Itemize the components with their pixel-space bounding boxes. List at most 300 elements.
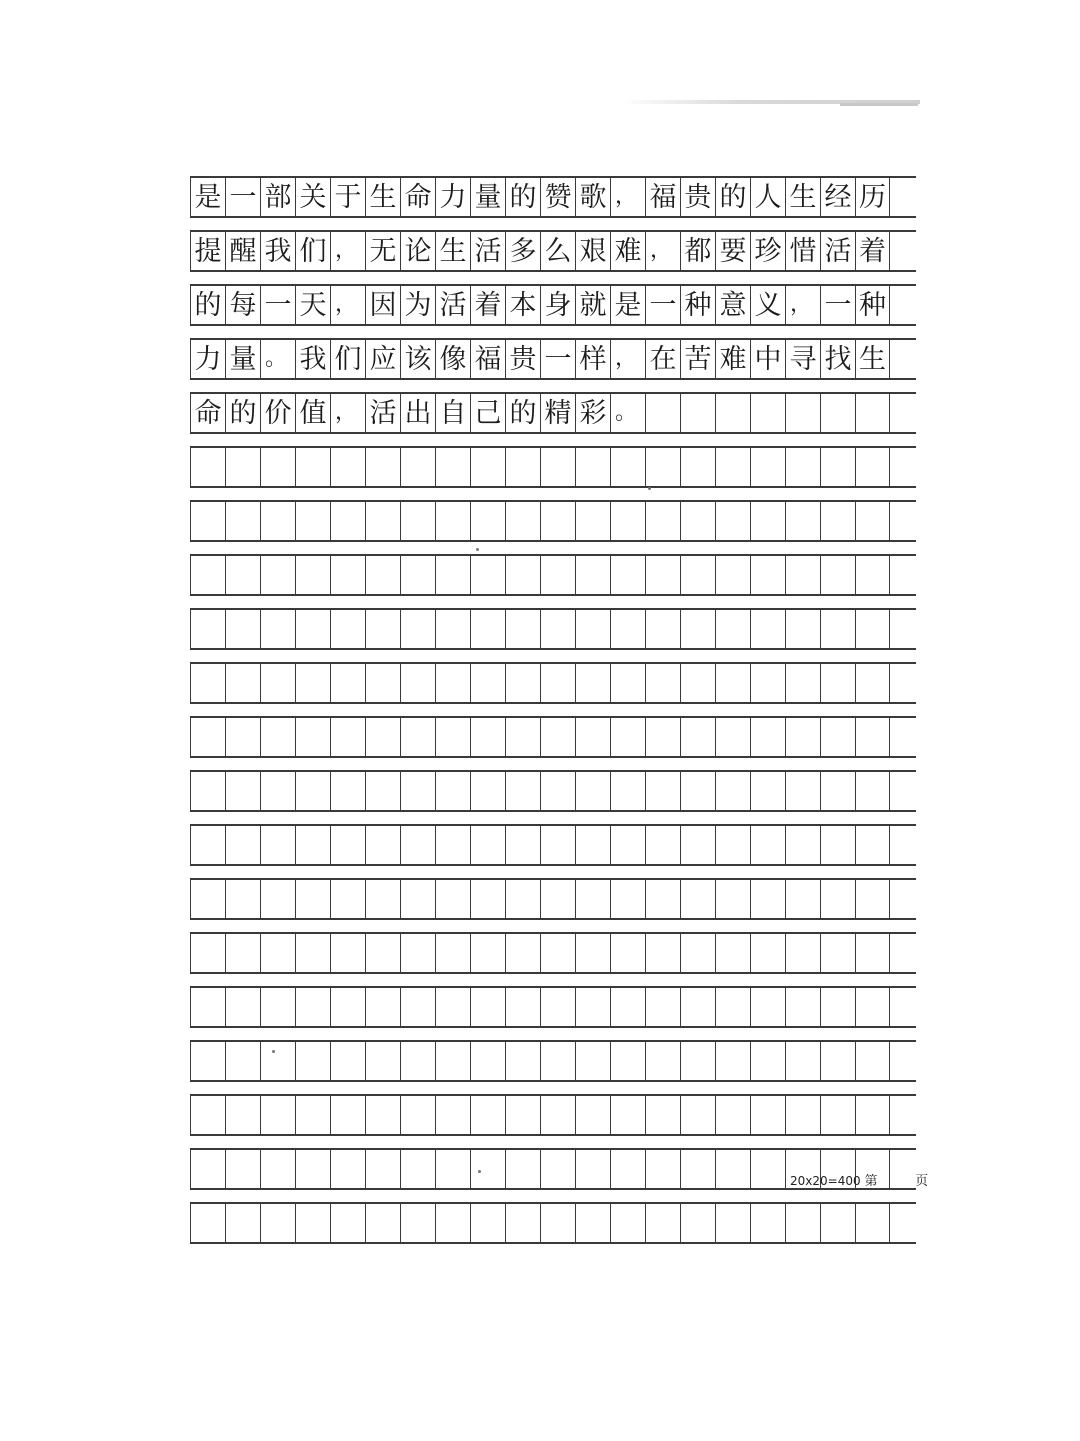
empty-cell — [330, 664, 365, 702]
empty-cell — [470, 934, 505, 972]
empty-cell — [715, 934, 750, 972]
empty-cell — [505, 1042, 540, 1080]
empty-cell — [295, 1204, 330, 1242]
empty-cell — [540, 880, 575, 918]
empty-cell — [365, 934, 400, 972]
empty-cell — [715, 1204, 750, 1242]
character-cell: 意 — [715, 286, 750, 324]
empty-cell — [190, 826, 225, 864]
empty-cell — [575, 610, 610, 648]
character-cell: 自 — [435, 394, 470, 432]
empty-cell — [400, 448, 435, 486]
character-cell: 难 — [715, 340, 750, 378]
character-cell: 的 — [225, 394, 260, 432]
character-cell: 活 — [435, 286, 470, 324]
empty-cell — [225, 448, 260, 486]
empty-cell — [540, 556, 575, 594]
empty-cell — [400, 772, 435, 810]
empty-cell — [785, 1042, 820, 1080]
empty-cell — [260, 934, 295, 972]
empty-cell — [190, 934, 225, 972]
empty-cell — [400, 556, 435, 594]
empty-cell — [680, 1042, 715, 1080]
character-cell: ， — [330, 286, 365, 324]
empty-cell — [400, 988, 435, 1026]
empty-cell — [505, 880, 540, 918]
text-row — [190, 176, 916, 218]
character-cell: 。 — [610, 394, 645, 432]
empty-cell — [645, 826, 680, 864]
text-row — [190, 392, 916, 434]
empty-cell — [470, 610, 505, 648]
empty-cell — [785, 394, 820, 432]
empty-cell — [400, 1150, 435, 1188]
empty-cell — [680, 988, 715, 1026]
character-cell: 像 — [435, 340, 470, 378]
empty-cell — [750, 448, 785, 486]
character-cell: 么 — [540, 232, 575, 270]
empty-cell — [855, 1204, 890, 1242]
character-cell: 本 — [505, 286, 540, 324]
character-cell: 找 — [820, 340, 855, 378]
empty-cell — [645, 1150, 680, 1188]
empty-cell — [575, 448, 610, 486]
text-row — [190, 338, 916, 380]
empty-cell — [540, 826, 575, 864]
empty-cell — [715, 664, 750, 702]
empty-cell — [435, 1204, 470, 1242]
character-cell: 量 — [470, 178, 505, 216]
empty-cell — [820, 664, 855, 702]
empty-cell — [540, 718, 575, 756]
character-cell: 我 — [260, 232, 295, 270]
empty-cell — [575, 718, 610, 756]
character-cell: 多 — [505, 232, 540, 270]
empty-cell — [365, 880, 400, 918]
empty-cell — [610, 826, 645, 864]
character-cell: 生 — [855, 340, 890, 378]
empty-cell — [435, 826, 470, 864]
empty-cell — [540, 448, 575, 486]
empty-cell — [260, 664, 295, 702]
empty-cell — [435, 772, 470, 810]
empty-cell — [470, 502, 505, 540]
blank-row — [190, 500, 916, 542]
empty-cell — [715, 556, 750, 594]
empty-cell — [645, 880, 680, 918]
empty-cell — [610, 718, 645, 756]
empty-cell — [470, 880, 505, 918]
empty-cell — [540, 934, 575, 972]
character-cell: 中 — [750, 340, 785, 378]
empty-cell — [365, 772, 400, 810]
character-cell: 惜 — [785, 232, 820, 270]
empty-cell — [190, 1204, 225, 1242]
empty-cell — [680, 880, 715, 918]
empty-cell — [260, 610, 295, 648]
empty-cell — [540, 664, 575, 702]
empty-cell — [505, 664, 540, 702]
empty-cell — [820, 718, 855, 756]
empty-cell — [645, 556, 680, 594]
character-cell: 苦 — [680, 340, 715, 378]
paper-speck — [478, 1170, 481, 1173]
empty-cell — [750, 826, 785, 864]
empty-cell — [610, 448, 645, 486]
character-cell: 珍 — [750, 232, 785, 270]
empty-cell — [470, 988, 505, 1026]
character-cell: 因 — [365, 286, 400, 324]
empty-cell — [330, 1150, 365, 1188]
character-cell: 我 — [295, 340, 330, 378]
character-cell: 赞 — [540, 178, 575, 216]
empty-cell — [750, 988, 785, 1026]
empty-cell — [855, 718, 890, 756]
empty-cell — [680, 556, 715, 594]
character-cell: 的 — [505, 394, 540, 432]
character-cell: 着 — [470, 286, 505, 324]
empty-cell — [715, 1042, 750, 1080]
empty-cell — [435, 1096, 470, 1134]
empty-cell — [435, 934, 470, 972]
character-cell: 种 — [855, 286, 890, 324]
page-prefix: 第 — [864, 1174, 878, 1189]
empty-cell — [785, 988, 820, 1026]
empty-cell — [435, 1150, 470, 1188]
text-row — [190, 230, 916, 272]
character-cell: 贵 — [505, 340, 540, 378]
character-cell: 歌 — [575, 178, 610, 216]
empty-cell — [540, 1150, 575, 1188]
empty-cell — [225, 1204, 260, 1242]
empty-cell — [855, 1096, 890, 1134]
character-cell: ， — [645, 232, 680, 270]
empty-cell — [750, 610, 785, 648]
blank-row — [190, 986, 916, 1028]
character-cell: 义 — [750, 286, 785, 324]
character-cell: 着 — [855, 232, 890, 270]
empty-cell — [645, 772, 680, 810]
character-cell: 历 — [855, 178, 890, 216]
character-cell: 要 — [715, 232, 750, 270]
character-cell: 身 — [540, 286, 575, 324]
empty-cell — [330, 448, 365, 486]
empty-cell — [575, 1204, 610, 1242]
empty-cell — [820, 448, 855, 486]
empty-cell — [610, 1204, 645, 1242]
empty-cell — [750, 1042, 785, 1080]
empty-cell — [855, 556, 890, 594]
empty-cell — [575, 826, 610, 864]
page-suffix: 页 — [915, 1174, 929, 1189]
empty-cell — [715, 1096, 750, 1134]
empty-cell — [190, 1096, 225, 1134]
character-cell: 是 — [190, 178, 225, 216]
character-cell: 难 — [610, 232, 645, 270]
empty-cell — [225, 772, 260, 810]
empty-cell — [540, 772, 575, 810]
paper-speck — [476, 548, 479, 551]
empty-cell — [820, 772, 855, 810]
character-cell: 的 — [505, 178, 540, 216]
empty-cell — [260, 556, 295, 594]
empty-cell — [225, 826, 260, 864]
empty-cell — [820, 988, 855, 1026]
character-cell: ， — [610, 178, 645, 216]
empty-cell — [470, 718, 505, 756]
character-cell: 提 — [190, 232, 225, 270]
empty-cell — [785, 610, 820, 648]
character-cell: 寻 — [785, 340, 820, 378]
character-cell: 为 — [400, 286, 435, 324]
empty-cell — [575, 556, 610, 594]
empty-cell — [820, 1204, 855, 1242]
character-cell: 于 — [330, 178, 365, 216]
character-cell: 福 — [470, 340, 505, 378]
character-cell: 一 — [540, 340, 575, 378]
empty-cell — [330, 1204, 365, 1242]
empty-cell — [785, 826, 820, 864]
character-cell: 值 — [295, 394, 330, 432]
empty-cell — [855, 826, 890, 864]
empty-cell — [820, 880, 855, 918]
character-cell: 一 — [225, 178, 260, 216]
empty-cell — [645, 1042, 680, 1080]
empty-cell — [295, 772, 330, 810]
empty-cell — [750, 880, 785, 918]
character-cell: ， — [330, 394, 365, 432]
empty-cell — [750, 556, 785, 594]
character-cell: 量 — [225, 340, 260, 378]
blank-row — [190, 554, 916, 596]
character-cell: 力 — [435, 178, 470, 216]
empty-cell — [365, 448, 400, 486]
empty-cell — [295, 556, 330, 594]
character-cell: 福 — [645, 178, 680, 216]
empty-cell — [820, 502, 855, 540]
empty-cell — [225, 1042, 260, 1080]
empty-cell — [645, 1096, 680, 1134]
empty-cell — [645, 934, 680, 972]
character-cell: 命 — [400, 178, 435, 216]
character-cell: 活 — [820, 232, 855, 270]
empty-cell — [575, 772, 610, 810]
empty-cell — [855, 880, 890, 918]
empty-cell — [820, 394, 855, 432]
empty-cell — [400, 826, 435, 864]
empty-cell — [785, 448, 820, 486]
character-cell: 就 — [575, 286, 610, 324]
empty-cell — [365, 826, 400, 864]
empty-cell — [540, 1096, 575, 1134]
empty-cell — [400, 664, 435, 702]
empty-cell — [295, 1096, 330, 1134]
empty-cell — [365, 988, 400, 1026]
character-cell: 人 — [750, 178, 785, 216]
empty-cell — [365, 718, 400, 756]
empty-cell — [365, 502, 400, 540]
empty-cell — [505, 1150, 540, 1188]
empty-cell — [680, 664, 715, 702]
empty-cell — [715, 502, 750, 540]
character-cell: 们 — [295, 232, 330, 270]
blank-row — [190, 1094, 916, 1136]
empty-cell — [820, 934, 855, 972]
empty-cell — [505, 610, 540, 648]
blank-row — [190, 878, 916, 920]
empty-cell — [575, 1042, 610, 1080]
character-cell: 。 — [260, 340, 295, 378]
empty-cell — [260, 1096, 295, 1134]
empty-cell — [680, 826, 715, 864]
empty-cell — [330, 1042, 365, 1080]
empty-cell — [575, 1096, 610, 1134]
empty-cell — [680, 772, 715, 810]
empty-cell — [645, 448, 680, 486]
empty-cell — [470, 1096, 505, 1134]
empty-cell — [575, 664, 610, 702]
empty-cell — [470, 1150, 505, 1188]
empty-cell — [645, 664, 680, 702]
empty-cell — [295, 610, 330, 648]
character-cell: 部 — [260, 178, 295, 216]
blank-row — [190, 824, 916, 866]
empty-cell — [505, 772, 540, 810]
character-cell: 们 — [330, 340, 365, 378]
empty-cell — [645, 502, 680, 540]
empty-cell — [295, 880, 330, 918]
empty-cell — [225, 664, 260, 702]
empty-cell — [855, 502, 890, 540]
empty-cell — [715, 610, 750, 648]
empty-cell — [680, 934, 715, 972]
empty-cell — [855, 394, 890, 432]
empty-cell — [330, 826, 365, 864]
empty-cell — [190, 502, 225, 540]
empty-cell — [365, 664, 400, 702]
character-cell: 活 — [470, 232, 505, 270]
character-cell: 醒 — [225, 232, 260, 270]
empty-cell — [575, 502, 610, 540]
empty-cell — [330, 988, 365, 1026]
character-cell: 彩 — [575, 394, 610, 432]
empty-cell — [610, 772, 645, 810]
empty-cell — [225, 880, 260, 918]
character-cell: 经 — [820, 178, 855, 216]
empty-cell — [855, 664, 890, 702]
empty-cell — [715, 772, 750, 810]
empty-cell — [610, 934, 645, 972]
empty-cell — [190, 1150, 225, 1188]
empty-cell — [540, 1042, 575, 1080]
empty-cell — [645, 394, 680, 432]
empty-cell — [260, 502, 295, 540]
empty-cell — [750, 1204, 785, 1242]
empty-cell — [645, 1204, 680, 1242]
empty-cell — [260, 1204, 295, 1242]
empty-cell — [750, 934, 785, 972]
empty-cell — [575, 1150, 610, 1188]
empty-cell — [505, 556, 540, 594]
empty-cell — [750, 772, 785, 810]
empty-cell — [260, 826, 295, 864]
empty-cell — [540, 502, 575, 540]
character-cell: 关 — [295, 178, 330, 216]
character-cell: 都 — [680, 232, 715, 270]
empty-cell — [225, 934, 260, 972]
empty-cell — [680, 1204, 715, 1242]
character-cell: 的 — [190, 286, 225, 324]
empty-cell — [330, 718, 365, 756]
empty-cell — [505, 1204, 540, 1242]
empty-cell — [225, 718, 260, 756]
empty-cell — [225, 988, 260, 1026]
empty-cell — [295, 1150, 330, 1188]
empty-cell — [750, 1150, 785, 1188]
empty-cell — [680, 502, 715, 540]
empty-cell — [785, 772, 820, 810]
empty-cell — [715, 826, 750, 864]
manuscript-grid-sheet — [190, 176, 916, 1256]
empty-cell — [785, 502, 820, 540]
empty-cell — [750, 718, 785, 756]
character-cell: 的 — [715, 178, 750, 216]
empty-cell — [575, 934, 610, 972]
empty-cell — [470, 826, 505, 864]
character-cell: ， — [610, 340, 645, 378]
character-cell: 论 — [400, 232, 435, 270]
empty-cell — [435, 1042, 470, 1080]
paper-speck — [648, 487, 651, 490]
empty-cell — [610, 556, 645, 594]
empty-cell — [575, 988, 610, 1026]
empty-cell — [470, 556, 505, 594]
empty-cell — [435, 880, 470, 918]
empty-cell — [330, 502, 365, 540]
grid-capacity-label: 20x20=400 — [790, 1174, 861, 1188]
character-cell: 活 — [365, 394, 400, 432]
empty-cell — [295, 502, 330, 540]
character-cell: 己 — [470, 394, 505, 432]
empty-cell — [610, 988, 645, 1026]
character-cell: 该 — [400, 340, 435, 378]
empty-cell — [400, 1042, 435, 1080]
empty-cell — [400, 718, 435, 756]
empty-cell — [365, 610, 400, 648]
empty-cell — [505, 826, 540, 864]
character-cell: 命 — [190, 394, 225, 432]
character-cell: 生 — [365, 178, 400, 216]
empty-cell — [820, 1096, 855, 1134]
character-cell: 是 — [610, 286, 645, 324]
empty-cell — [225, 502, 260, 540]
paper-speck — [272, 1050, 275, 1053]
character-cell: 生 — [785, 178, 820, 216]
text-row — [190, 284, 916, 326]
empty-cell — [260, 1042, 295, 1080]
empty-cell — [295, 934, 330, 972]
empty-cell — [190, 988, 225, 1026]
character-cell: 一 — [645, 286, 680, 324]
empty-cell — [365, 1150, 400, 1188]
empty-cell — [820, 1042, 855, 1080]
empty-cell — [785, 1096, 820, 1134]
character-cell: 精 — [540, 394, 575, 432]
empty-cell — [645, 988, 680, 1026]
empty-cell — [680, 448, 715, 486]
empty-cell — [715, 988, 750, 1026]
character-cell: ， — [330, 232, 365, 270]
